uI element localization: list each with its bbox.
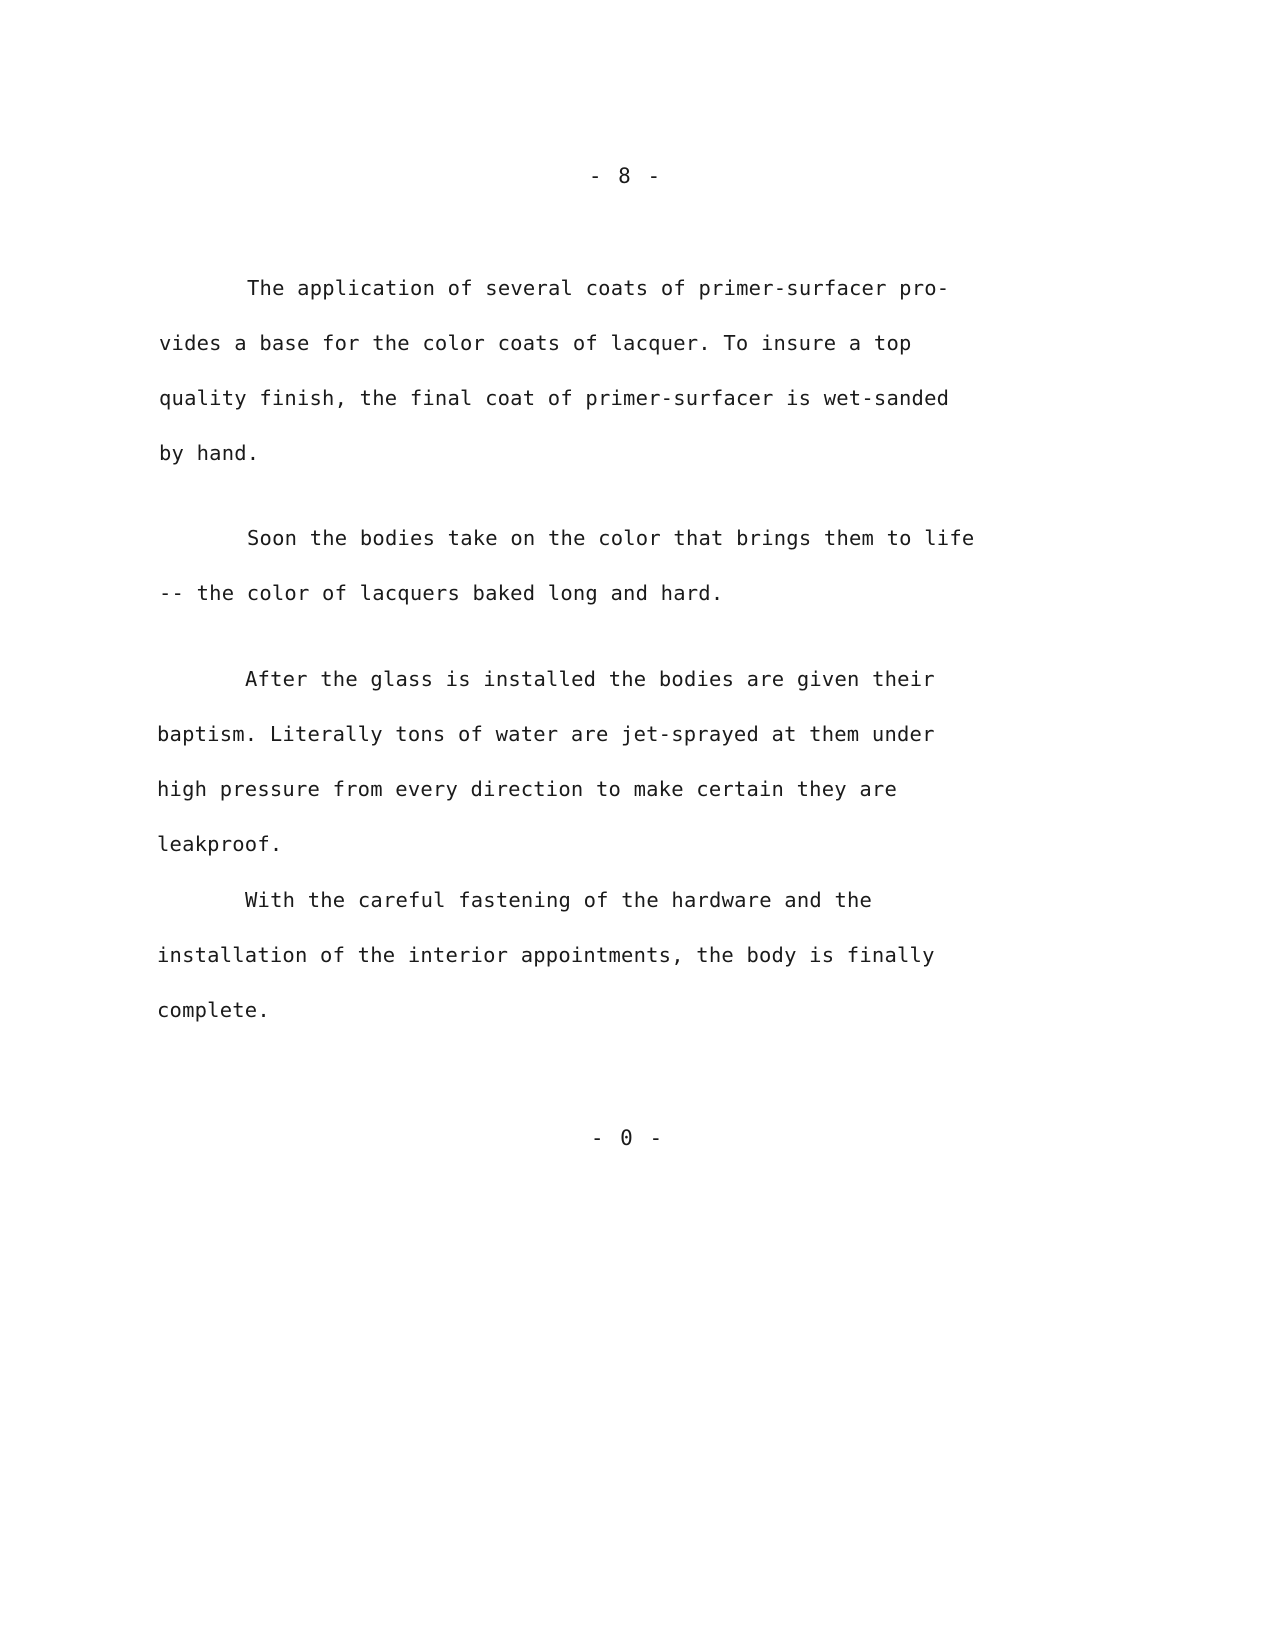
paragraph-1-line-4: by hand. <box>159 441 260 465</box>
page-number: - 8 - <box>588 164 663 188</box>
paragraph-4-line-2: installation of the interior appointments, the body is finally <box>157 943 935 967</box>
paragraph-2-line-2: -- the color of lacquers baked long and hard. <box>159 581 724 605</box>
end-mark: - 0 - <box>590 1126 665 1150</box>
paragraph-2-line-1: Soon the bodies take on the color that brings them to life <box>247 526 975 550</box>
paragraph-1-line-3: quality finish, the final coat of primer-surfacer is wet-sanded <box>159 386 950 410</box>
paragraph-3-line-3: high pressure from every direction to make certain they are <box>157 777 897 801</box>
paragraph-3-line-1: After the glass is installed the bodies are given their <box>245 667 935 691</box>
paragraph-4-line-1: With the careful fastening of the hardware and the <box>245 888 873 912</box>
paragraph-1-line-2: vides a base for the color coats of lacquer. To insure a top <box>159 331 912 355</box>
paragraph-3-line-2: baptism. Literally tons of water are jet-sprayed at them under <box>157 722 935 746</box>
paragraph-1-line-1: The application of several coats of primer-surfacer pro- <box>247 276 950 300</box>
paragraph-3-line-4: leakproof. <box>157 832 283 856</box>
paragraph-4-line-3: complete. <box>157 998 270 1022</box>
